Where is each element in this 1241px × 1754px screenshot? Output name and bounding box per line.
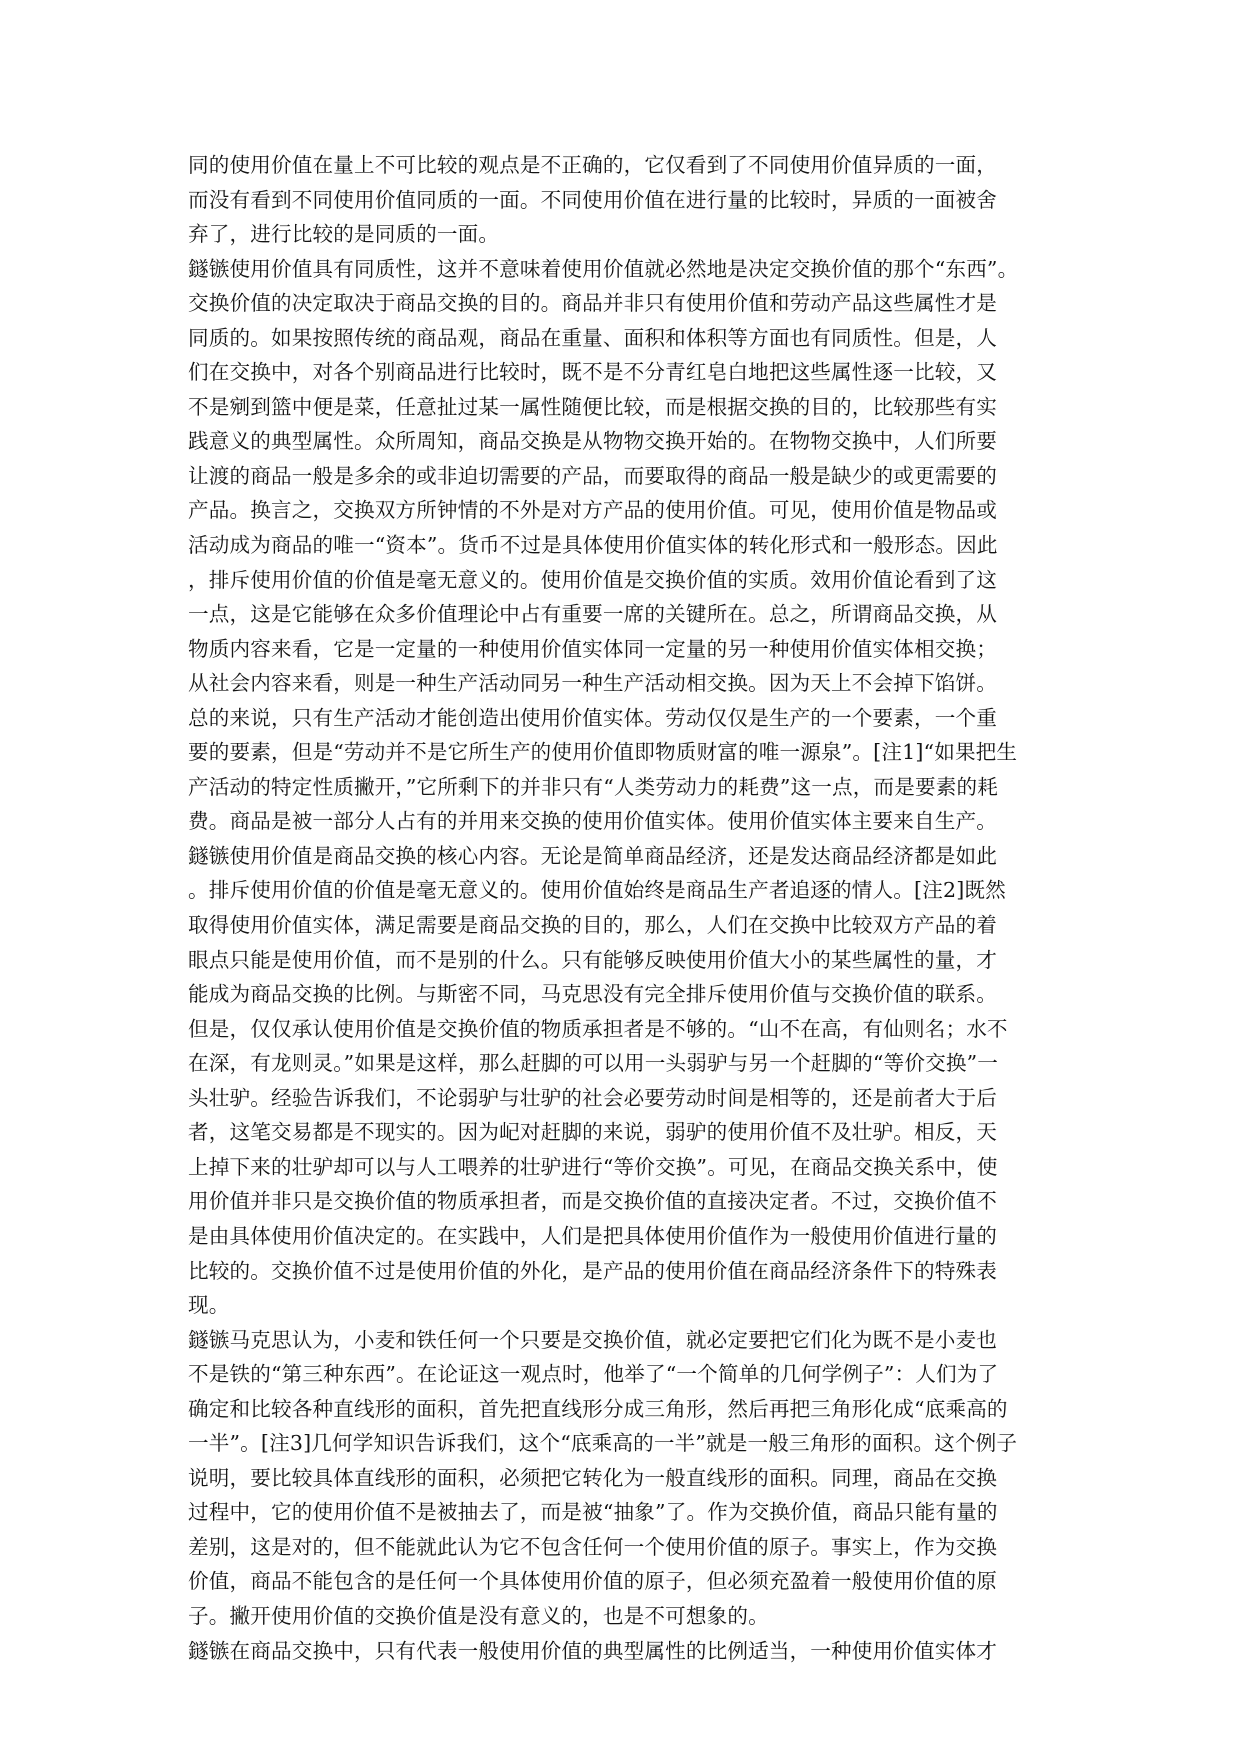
text-line: 产品。换言之，交换双方所钟情的不外是对方产品的使用价值。可见，使用价值是物品或 bbox=[188, 498, 998, 523]
text-line: 用价值并非只是交换价值的物质承担者，而是交换价值的直接决定者。不过，交换价值不 bbox=[188, 1189, 998, 1214]
text-line: 产活动的特定性质撇开，”它所剩下的并非只有“人类劳动力的耗费”这一点，而是要素的耗 bbox=[188, 774, 998, 799]
text-line: 一半”。[注3]几何学知识告诉我们，这个“底乘高的一半”就是一般三角形的面积。这个例子 bbox=[188, 1431, 1018, 1456]
text-line: 们在交换中，对各个别商品进行比较时，既不是不分青红皂白地把这些属性逐一比较，又 bbox=[188, 360, 998, 385]
text-line: 鐩镞使用价值具有同质性，这并不意味着使用价值就必然地是决定交换价值的那个“东西”。 bbox=[188, 256, 1019, 281]
text-line: 一点，这是它能够在众多价值理论中占有重要一席的关键所在。总之，所谓商品交换，从 bbox=[188, 602, 998, 627]
text-line: 而没有看到不同使用价值同质的一面。不同使用价值在进行量的比较时，异质的一面被舍 bbox=[188, 187, 998, 212]
text-line: 但是，仅仅承认使用价值是交换价值的物质承担者是不够的。“山不在高，有仙则名；水不 bbox=[188, 1016, 1008, 1041]
text-line: 过程中，它的使用价值不是被抽去了，而是被“抽象”了。作为交换价值，商品只能有量的 bbox=[188, 1500, 998, 1525]
text-line: 价值，商品不能包含的是任何一个具体使用价值的原子，但必须充盈着一般使用价值的原 bbox=[188, 1569, 998, 1594]
text-line: 在深，有龙则灵。”如果是这样，那么赶脚的可以用一头弱驴与另一个赶脚的“等价交换”一 bbox=[188, 1051, 998, 1076]
text-line: 同质的。如果按照传统的商品观，商品在重量、面积和体积等方面也有同质性。但是，人 bbox=[188, 325, 998, 350]
text-line: 总的来说，只有生产活动才能创造出使用价值实体。劳动仅仅是生产的一个要素，一个重 bbox=[188, 705, 998, 730]
text-line: 眼点只能是使用价值，而不是别的什么。只有能够反映使用价值大小的某些属性的量，才 bbox=[188, 947, 998, 972]
text-line: 。排斥使用价值的价值是毫无意义的。使用价值始终是商品生产者追逐的情人。[注2]既然 bbox=[188, 878, 1006, 903]
text-line: 者，这笔交易都是不现实的。因为屺对赶脚的来说，弱驴的使用价值不及壮驴。相反，天 bbox=[188, 1120, 998, 1145]
text-line: 费。商品是被一部分人占有的并用来交换的使用价值实体。使用价值实体主要来自生产。 bbox=[188, 809, 998, 834]
text-line: 要的要素，但是“劳动并不是它所生产的使用价值即物质财富的唯一源泉”。[注1]“如果把生 bbox=[188, 740, 1018, 765]
text-line: 差别，这是对的，但不能就此认为它不包含任何一个使用价值的原子。事实上，作为交换 bbox=[188, 1534, 998, 1559]
text-line: 活动成为商品的唯一“资本”。货币不过是具体使用价值实体的转化形式和一般形态。因此 bbox=[188, 533, 998, 558]
text-line: 说明，要比较具体直线形的面积，必须把它转化为一般直线形的面积。同理，商品在交换 bbox=[188, 1465, 998, 1490]
text-line: 确定和比较各种直线形的面积，首先把直线形分成三角形，然后再把三角形化成“底乘高的 bbox=[188, 1396, 1008, 1421]
text-line: 践意义的典型属性。众所周知，商品交换是从物物交换开始的。在物物交换中，人们所要 bbox=[188, 429, 998, 454]
text-line: 上掉下来的壮驴却可以与人工喂养的壮驴进行“等价交换”。可见，在商品交换关系中，使 bbox=[188, 1154, 998, 1179]
text-line: 子。撇开使用价值的交换价值是没有意义的，也是不可想象的。 bbox=[188, 1603, 769, 1628]
text-line: 取得使用价值实体，满足需要是商品交换的目的，那么，人们在交换中比较双方产品的着 bbox=[188, 913, 998, 938]
text-line: 鐩镞在商品交换中，只有代表一般使用价值的典型属性的比例适当，一种使用价值实体才 bbox=[188, 1638, 998, 1663]
text-line: 让渡的商品一般是多余的或非迫切需要的产品，而要取得的商品一般是缺少的或更需要的 bbox=[188, 463, 998, 488]
text-line: 是由具体使用价值决定的。在实践中，人们是把具体使用价值作为一般使用价值进行量的 bbox=[188, 1223, 998, 1248]
text-line: 从社会内容来看，则是一种生产活动同另一种生产活动相交换。因为天上不会掉下馅饼。 bbox=[188, 671, 998, 696]
text-line: 鐩镞马克思认为，小麦和铁任何一个只要是交换价值，就必定要把它们化为既不是小麦也 bbox=[188, 1327, 998, 1352]
text-line: 比较的。交换价值不过是使用价值的外化，是产品的使用价值在商品经济条件下的特殊表 bbox=[188, 1258, 998, 1283]
text-line: 弃了，进行比较的是同质的一面。 bbox=[188, 222, 500, 247]
text-line: 不是剜到篮中便是菜，任意扯过某一属性随便比较，而是根据交换的目的，比较那些有实 bbox=[188, 394, 998, 419]
text-line: 鐩镞使用价值是商品交换的核心内容。无论是简单商品经济，还是发达商品经济都是如此 bbox=[188, 843, 998, 868]
text-line: 同的使用价值在量上不可比较的观点是不正确的，它仅看到了不同使用价值异质的一面， bbox=[188, 153, 998, 177]
text-line: 物质内容来看，它是一定量的一种使用价值实体同一定量的另一种使用价值实体相交换； bbox=[188, 636, 998, 661]
text-line: 现。 bbox=[188, 1293, 230, 1318]
text-line: 交换价值的决定取决于商品交换的目的。商品并非只有使用价值和劳动产品这些属性才是 bbox=[188, 291, 998, 316]
text-line: 不是铁的“第三种东西”。在论证这一观点时，他举了“一个简单的几何学例子”：人们为了 bbox=[188, 1362, 999, 1387]
article-body bbox=[188, 148, 1068, 1668]
text-line: 能成为商品交换的比例。与斯密不同，马克思没有完全排斥使用价值与交换价值的联系。 bbox=[188, 982, 998, 1007]
text-line: 头壮驴。经验告诉我们，不论弱驴与壮驴的社会必要劳动时间是相等的，还是前者大于后 bbox=[188, 1085, 998, 1110]
text-line: ，排斥使用价值的价值是毫无意义的。使用价值是交换价值的实质。效用价值论看到了这 bbox=[188, 567, 998, 592]
